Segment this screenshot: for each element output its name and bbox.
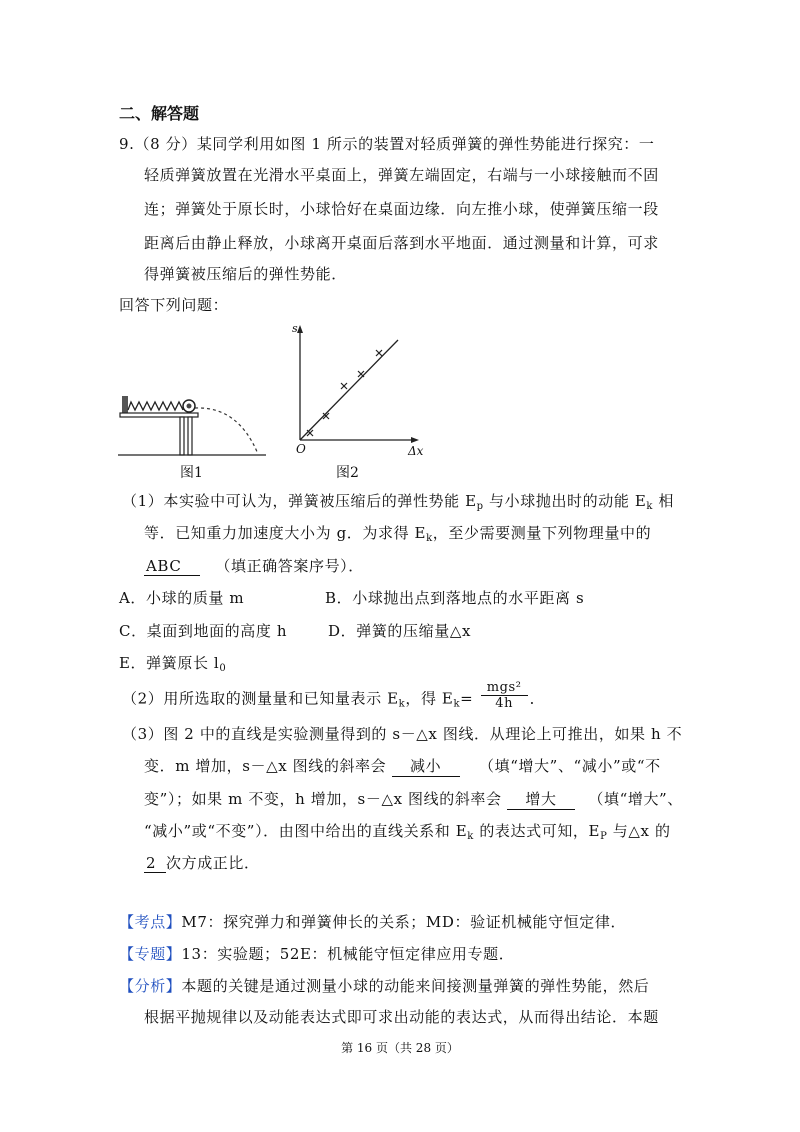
q9-line-4: 距离后由静止释放，小球离开桌面后落到水平地面．通过测量和计算，可求 [144, 234, 659, 252]
part3-line-1: （3）图 2 中的直线是实验测量得到的 s－△x 图线．从理论上可推出，如果 h 不 [122, 725, 683, 743]
q9-line-5: 得弹簧被压缩后的弹性势能． [144, 265, 347, 283]
option-a: A．小球的质量 m [119, 589, 245, 607]
figure-2-x-label: Δx [408, 444, 424, 458]
part3-answer-1: 减小 [392, 755, 460, 777]
fenxi-line: 【分析】本题的关键是通过测量小球的动能来间接测量弹簧的弹性势能，然后 [119, 977, 650, 995]
part1-answer: ABC [144, 557, 200, 576]
part3-answer-2: 增大 [507, 788, 575, 810]
spring [128, 402, 183, 410]
fenxi-line-2: 根据平抛规律以及动能表达式即可求出动能的表达式，从而得出结论．本题 [144, 1008, 659, 1026]
part2-answer-fraction: $\frac{\text{mgs²}}{4h}$ [481, 680, 528, 711]
figure-2-caption: 图2 [336, 465, 359, 481]
zhuanti-line: 【专题】13：实验题；52E：机械能守恒定律应用专题． [119, 945, 515, 963]
figure-1-caption: 图1 [180, 465, 203, 481]
table-top [120, 413, 198, 417]
data-points [307, 350, 382, 436]
option-d: D．弹簧的压缩量△x [328, 622, 472, 640]
part3-line-2: 变．m 增加，s－△x 图线的斜率会 减小 （填“增大”、“减小”或“不 [144, 757, 661, 775]
option-c: C．桌面到地面的高度 h [119, 622, 288, 640]
part1-line-1: （1）本实验中可认为，弹簧被压缩后的弹性势能 $E_p$ 与小球抛出时的动能 $E_k$ 相 [122, 492, 675, 512]
part3-answer-3: 2 [144, 854, 166, 873]
fenxi-tag: 【分析】 [119, 977, 182, 995]
figure-2-origin: O [296, 442, 306, 456]
part1-line-2: 等．已知重力加速度大小为 g．为求得 $E_k$，至少需要测量下列物理量中的 [144, 524, 652, 544]
figure-2-plot [288, 322, 423, 462]
part1-line-3: ABC （填正确答案序号）． [146, 557, 364, 575]
zhuanti-tag: 【专题】 [119, 945, 182, 963]
option-b: B．小球抛出点到落地点的水平距离 s [325, 589, 585, 607]
part3-line-3: 变”）；如果 m 不变，h 增加，s－△x 图线的斜率会 增大 （填“增大”、 [144, 790, 683, 808]
part3-line-4: “减小”或“不变”）．由图中给出的直线关系和 $E_k$ 的表达式可知，$E_P$ 与△x 的 [144, 822, 671, 842]
page-footer: 第 16 页（共 28 页） [341, 1041, 459, 1055]
wall [122, 396, 128, 414]
figure-2-y-label: s [292, 322, 298, 335]
kaodian-line: 【考点】M7：探究弹力和弹簧伸长的关系；MD：验证机械能守恒定律． [119, 913, 627, 931]
part2-line: （2）用所选取的测量量和已知量表示 $E_k$，得 $E_k=$ $\frac{\text{mgs²}}{4h}$ ． [122, 680, 546, 711]
trajectory [195, 408, 258, 454]
q9-line-1: 9.（8 分）某同学利用如图 1 所示的装置对轻质弹簧的弹性势能进行探究：一 [119, 135, 655, 153]
section-title: 二、解答题 [119, 104, 200, 123]
q9-prompt: 回答下列问题： [119, 296, 229, 314]
q9-line-3: 连；弹簧处于原长时，小球恰好在桌面边缘．向左推小球，使弹簧压缩一段 [144, 200, 659, 218]
kaodian-tag: 【考点】 [119, 913, 182, 931]
q9-line-2: 轻质弹簧放置在光滑水平桌面上，弹簧左端固定，右端与一小球接触而不固 [144, 166, 659, 184]
part3-line-5: 2 次方成正比． [146, 854, 260, 872]
option-e: E．弹簧原长 $l_0$ [119, 654, 227, 674]
fit-line [300, 340, 398, 440]
